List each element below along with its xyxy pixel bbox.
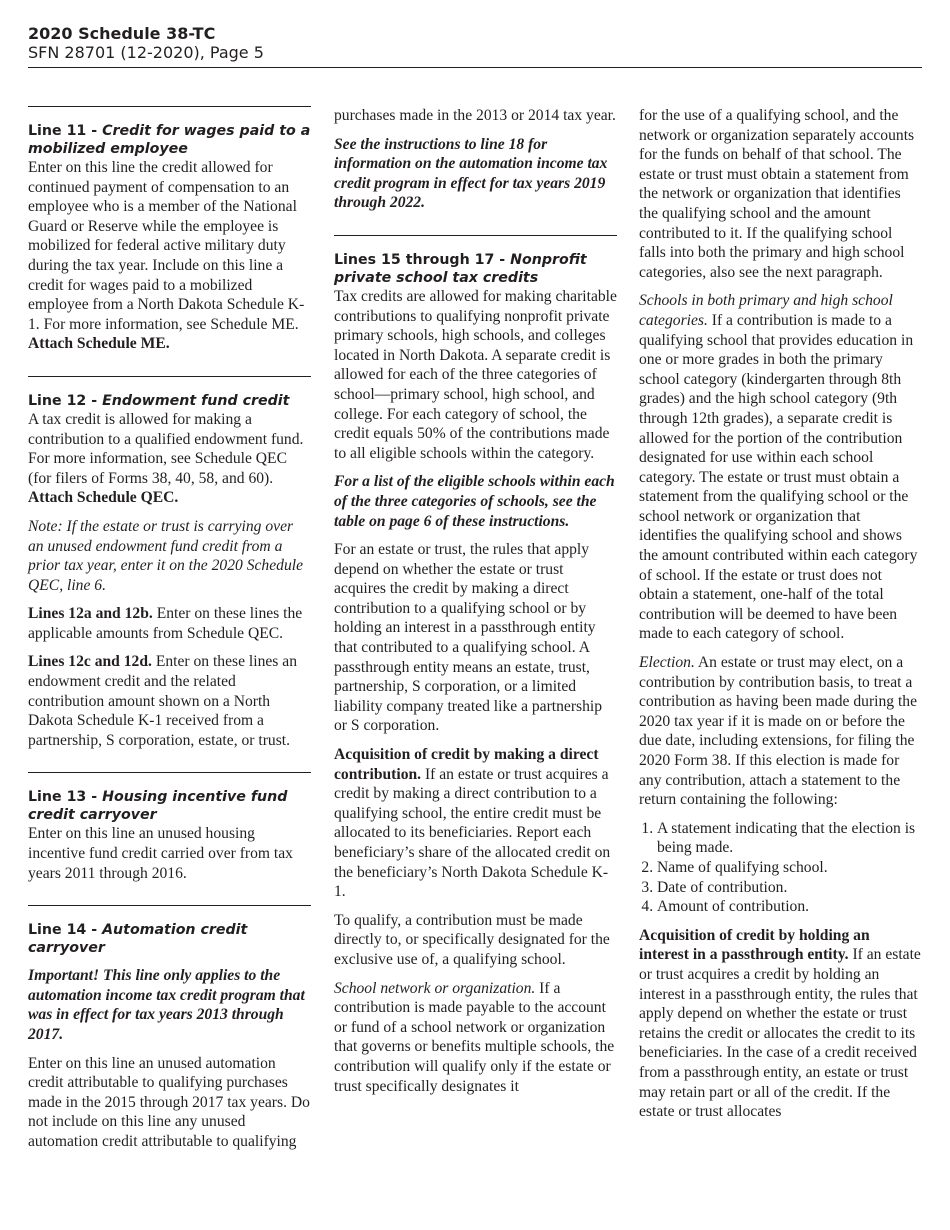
list-item: 3. Date of contribution. xyxy=(657,878,922,898)
page-header xyxy=(28,24,264,62)
section-divider xyxy=(28,772,311,773)
election-paragraph: Election. An estate or trust may elect, on a contribution by contribution basis, to treat a contribution as having been made during the 2020 tax year if it is made on or before the due date, including extensions, for filing the 2020 Form 38. If this election is made for any contribution, attach a statement to the return containing the following: xyxy=(639,654,918,809)
lines-15-17-heading: Lines 15 through 17 - Nonprofit private school tax credits xyxy=(334,251,587,286)
header-divider xyxy=(28,67,922,68)
list-item: 2. Name of qualifying school. xyxy=(657,858,922,878)
line-14-heading: Line 14 - Automation credit carryover xyxy=(28,922,248,957)
lines-12cd: Lines 12c and 12d. Enter on these lines an endowment credit and the related contribution amount shown on a North Dakota Schedule K-1 received from a partnership, S corporation, estate, or trust. xyxy=(28,653,297,749)
lines-15-17-body: Tax credits are allowed for making charitable contributions to qualifying nonprofit private primary schools, high schools, and colleges located in North Dakota. A separate credit is allowed for each of the three categories of school—primary school, high school, and college. For each category of school, the credit equals 50% of the contributions made to all eligible schools within the category. xyxy=(334,287,617,462)
section-divider xyxy=(28,106,311,107)
form-subtitle: SFN 28701 (12-2020), Page 5 xyxy=(28,43,264,62)
election-list xyxy=(639,819,922,917)
column-2 xyxy=(334,106,617,1105)
qualify-paragraph: To qualify, a contribution must be made directly to, or specifically designated for the exclusive use of, a qualifying school. xyxy=(334,911,610,968)
line-14-continued: purchases made in the 2013 or 2014 tax year. xyxy=(334,107,616,124)
line-12-heading: Line 12 - Endowment fund credit xyxy=(28,392,290,409)
column-1 xyxy=(28,106,311,1161)
rules-paragraph: For an estate or trust, the rules that apply depend on whether the estate or trust acquires the credit by making a direct contribution to a qualifying school or by holding an interest in a passthrough entity that contributed to a qualifying school. A passthrough entity means an estate, trust, partnership, S corporation, or a limited liability company treated like a partnership or S corporation. xyxy=(334,541,603,735)
list-item: 1. A statement indicating that the election is being made. xyxy=(657,819,922,858)
lines-12ab: Lines 12a and 12b. Enter on these lines the applicable amounts from Schedule QEC. xyxy=(28,605,303,642)
direct-contribution-paragraph: Acquisition of credit by making a direct contribution. If an estate or trust acquires a credit by making a direct contribution to a qualifying school, the entire credit must be allocated to its beneficiaries. Report each beneficiary’s share of the allocated credit on the beneficiary’s North Dakota Schedule K-1. xyxy=(334,746,611,901)
section-divider xyxy=(334,235,617,236)
line-11-body: Enter on this line the credit allowed for continued payment of compensation to an employee who is a member of the National Guard or Reserve while the employee is mobilized for federal active military duty during the tax year. Include on this line a credit for wages paid to a mobilized employee from a North Dakota Schedule K-1. For more information, see Schedule ME. Attach Schedule ME. xyxy=(28,159,305,353)
form-title: 2020 Schedule 38-TC xyxy=(28,24,216,43)
column-3 xyxy=(639,106,922,1131)
line-14-body: Enter on this line an unused automation credit attributable to qualifying purchases made in the 2015 through 2017 tax years. Do not include on this line any unused automation credit attributable to qualifying xyxy=(28,1054,310,1150)
line-13-heading: Line 13 - Housing incentive fund credit carryover xyxy=(28,789,288,824)
section-divider xyxy=(28,376,311,377)
both-categories-paragraph: Schools in both primary and high school categories. If a contribution is made to a qualifying school that provides education in one or more grades in both the primary school category (kindergarten through 8th grades) and the high school category (9th through 12th grades), a separate credit is allowed for the portion of the contribution designated for use within each school category. The estate or trust must obtain a statement from the qualifying school or the school network or organization that identifies the qualifying school and shows the amount contributed within each category of school. If the estate or trust does not obtain a statement, one-half of the total contribution will be deemed to have been made to each category of school. xyxy=(639,292,918,643)
passthrough-paragraph: Acquisition of credit by holding an interest in a passthrough entity. If an estate or trust acquires a credit by holding an interest in a passthrough entity, the rules that apply depend on whether the estate or trust retains the credit or allocates the credit to its beneficiaries. In the case of a credit received from a passthrough entity, an estate or trust may retain part or all of the credit. If the estate or trust allocates xyxy=(639,926,921,1121)
list-item: 4. Amount of contribution. xyxy=(657,897,922,917)
see-line-18-instructions: See the instructions to line 18 for information on the automation income tax credit program in effect for tax years 2019 through 2022. xyxy=(334,135,608,212)
line-13-body: Enter on this line an unused housing incentive fund credit carried over from tax years 2011 through 2016. xyxy=(28,825,293,882)
line-14-important: Important! This line only applies to the automation income tax credit program that was in effect for tax years 2013 through 2017. xyxy=(28,967,305,1043)
line-12-note: Note: If the estate or trust is carrying over an unused endowment fund credit from a prior tax year, enter it on the 2020 Schedule QEC, line 6. xyxy=(28,517,303,594)
eligible-schools-note: For a list of the eligible schools within each of the three categories of schools, see the table on page 6 of these instructions. xyxy=(334,473,615,530)
line-11-heading: Line 11 - Credit for wages paid to a mobilized employee xyxy=(28,123,311,157)
school-network-paragraph: School network or organization. If a contribution is made payable to the account or fund of a school network or organization that governs or benefits multiple schools, the contribution will qualify only if the estate or trust specifically designates it xyxy=(334,979,615,1095)
line-12-body: A tax credit is allowed for making a contribution to a qualified endowment fund. For more information, see Schedule QEC (for filers of Forms 38, 40, 58, and 60). Attach Schedule QEC. xyxy=(28,410,304,507)
school-network-continued: for the use of a qualifying school, and the network or organization separately accounts for the funds on behalf of that school. The estate or trust must obtain a statement from the network or organization that identifies the qualifying school and the amount contributed to it. If the qualifying school falls into both the primary and high school categories, also see the next paragraph. xyxy=(639,107,915,281)
section-divider xyxy=(28,905,311,906)
